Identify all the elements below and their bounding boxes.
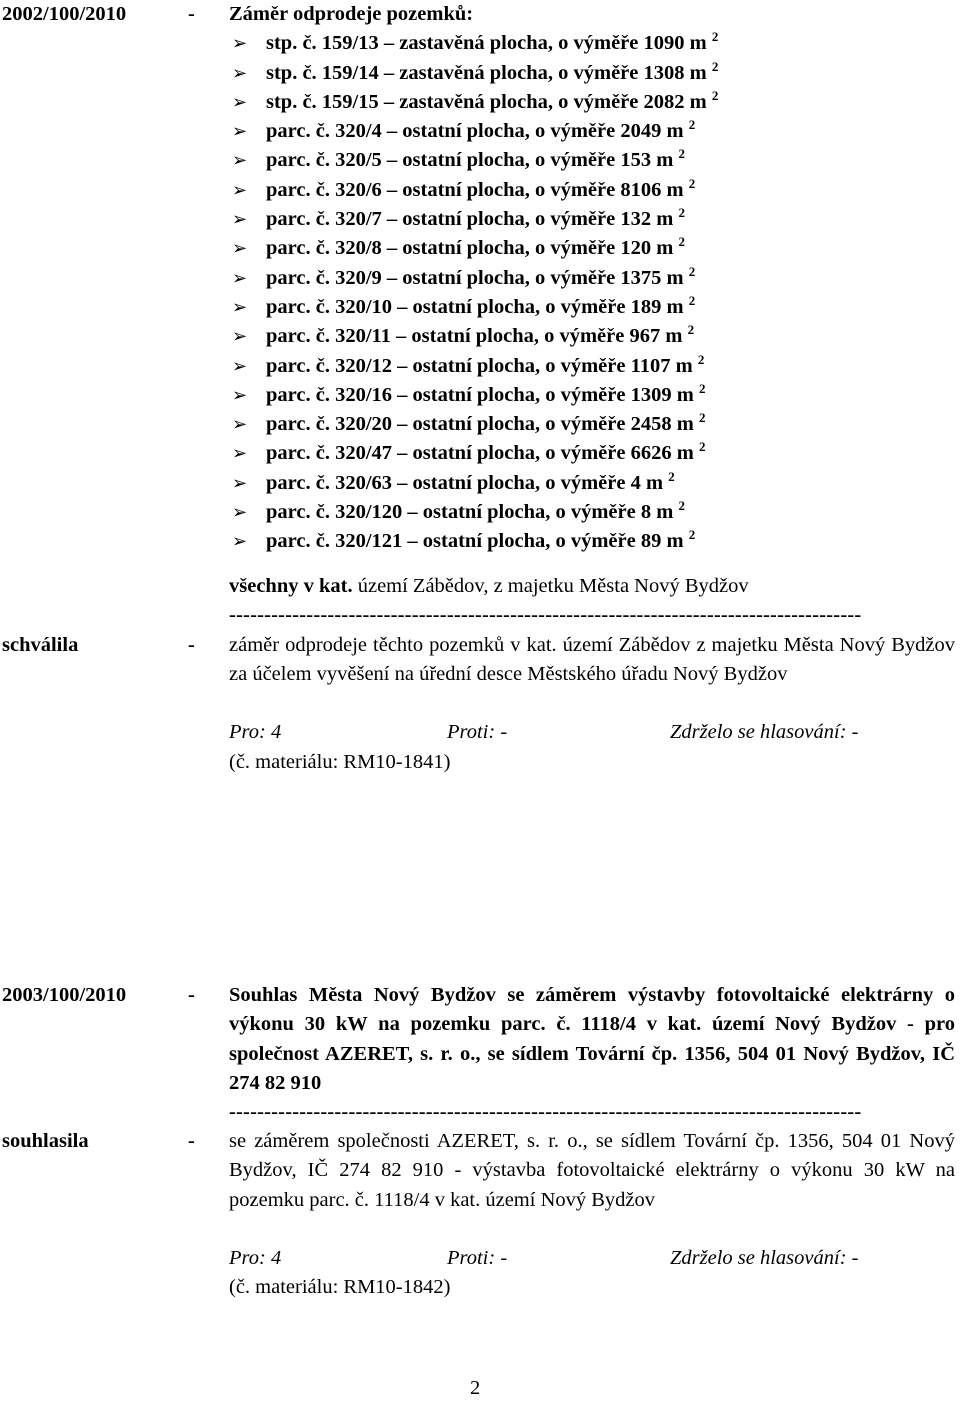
parcel-description: ostatní plocha, o výměře 4 m <box>412 471 664 494</box>
parcel-number: parc. č. 320/9 <box>266 266 382 289</box>
decision-label: souhlasila <box>2 1130 89 1152</box>
arrow-bullet-icon: ➢ <box>232 62 248 84</box>
area-unit-exponent: 2 <box>711 58 719 74</box>
parcel-number: parc. č. 320/121 <box>266 530 403 553</box>
en-dash: – <box>392 442 413 465</box>
en-dash: – <box>378 90 400 113</box>
arrow-bullet-icon: ➢ <box>232 296 248 318</box>
arrow-bullet-icon: ➢ <box>232 267 248 289</box>
parcel-number: parc. č. 320/12 <box>266 354 393 377</box>
area-unit-exponent: 2 <box>698 410 706 426</box>
parcel-item <box>232 439 718 468</box>
location-note <box>229 572 749 601</box>
parcel-item <box>232 234 718 263</box>
parcel-item <box>232 146 718 175</box>
parcel-number: stp. č. 159/13 <box>266 32 379 55</box>
area-unit-exponent: 2 <box>711 87 719 103</box>
en-dash: – <box>392 295 413 318</box>
area-unit-exponent: 2 <box>678 146 685 162</box>
resolution-header <box>0 0 960 29</box>
arrow-bullet-icon: ➢ <box>232 384 248 406</box>
decision-dash: - <box>188 1130 195 1152</box>
parcel-number: parc. č. 320/8 <box>266 237 382 260</box>
resolution-dash: - <box>188 984 195 1006</box>
en-dash: – <box>381 208 403 231</box>
resolution-number: 2002/100/2010 <box>2 3 127 25</box>
material-reference: (č. materiálu: RM10-1841) <box>229 751 451 773</box>
parcel-number: parc. č. 320/5 <box>266 149 382 172</box>
parcel-description: ostatní plocha, o výměře 967 m <box>411 325 683 348</box>
en-dash: – <box>402 501 423 524</box>
parcel-number: parc. č. 320/16 <box>266 383 393 406</box>
en-dash: – <box>402 530 423 553</box>
parcel-item <box>232 87 719 117</box>
parcel-item <box>232 498 718 527</box>
vote-for: Pro: 4 <box>229 721 282 743</box>
area-unit-exponent: 2 <box>711 29 719 45</box>
area-unit-exponent: 2 <box>688 175 696 191</box>
separator-line: ------------------------------------------------------------------------------------------ <box>229 604 862 626</box>
area-unit-exponent: 2 <box>678 498 685 514</box>
page-number: 2 <box>470 1377 481 1399</box>
parcel-description: ostatní plocha, o výměře 1107 m <box>412 354 693 377</box>
parcel-number: parc. č. 320/47 <box>266 442 393 465</box>
decision-text: se záměrem společnosti AZERET, s. r. o., se sídlem Tovární čp. 1356, 504 01 Nový Bydžov, IČ 274 82 910 - výstavba fotovoltaické elektrárny o výkonu 30 kW na pozemku parc. č. 1118/4 v kat. území Nový Bydžov <box>229 1130 955 1211</box>
vote-for: Pro: 4 <box>229 1247 282 1269</box>
arrow-bullet-icon: ➢ <box>232 91 248 113</box>
area-unit-exponent: 2 <box>688 263 696 279</box>
arrow-bullet-icon: ➢ <box>232 502 248 524</box>
parcel-description: zastavěná plocha, o výměře 2082 m <box>399 90 707 113</box>
en-dash: – <box>381 266 403 289</box>
en-dash: – <box>392 471 413 494</box>
parcel-description: zastavěná plocha, o výměře 1308 m <box>399 61 707 84</box>
en-dash: – <box>390 325 412 348</box>
parcel-description: ostatní plocha, o výměře 8106 m <box>402 178 684 201</box>
resolution-title: Souhlas Města Nový Bydžov se záměrem výstavby fotovoltaické elektrárny o výkonu 30 kW na pozemku parc. č. 1118/4 v kat. území Nový Bydžov - pro společnost AZERET, s. r. o., se sídlem Tovární čp. 1356, 504 01 Nový Bydžov, IČ 274 82 910 <box>229 984 955 1094</box>
area-unit-exponent: 2 <box>678 205 685 221</box>
resolution-number: 2003/100/2010 <box>2 984 127 1006</box>
area-unit-exponent: 2 <box>688 292 696 308</box>
arrow-bullet-icon: ➢ <box>232 209 248 231</box>
location-note-rest: území Zábědov, z majetku Města Nový Bydžov <box>352 575 749 597</box>
parcel-item <box>232 380 718 410</box>
parcel-number: parc. č. 320/10 <box>266 295 393 318</box>
decision-text: záměr odprodeje těchto pozemků v kat. území Zábědov z majetku Města Nový Bydžov za účelem vyvěšení na úřední desce Městského úřadu Nový Bydžov <box>229 634 955 686</box>
arrow-bullet-icon: ➢ <box>232 531 248 553</box>
arrow-bullet-icon: ➢ <box>232 33 248 55</box>
en-dash: – <box>381 237 403 260</box>
en-dash: – <box>381 120 403 143</box>
parcel-number: parc. č. 320/11 <box>266 325 391 348</box>
parcel-description: ostatní plocha, o výměře 189 m <box>412 295 684 318</box>
arrow-bullet-icon: ➢ <box>232 121 248 143</box>
parcel-item <box>232 292 718 322</box>
arrow-bullet-icon: ➢ <box>232 443 248 465</box>
decision-dash: - <box>188 634 195 656</box>
parcel-description: ostatní plocha, o výměře 1375 m <box>402 266 684 289</box>
resolution-2003 <box>0 981 960 1298</box>
parcel-item <box>232 29 719 58</box>
parcel-item <box>232 410 718 439</box>
parcel-description: ostatní plocha, o výměře 2049 m <box>402 120 684 143</box>
parcel-list <box>232 29 719 556</box>
parcel-number: stp. č. 159/15 <box>266 90 379 113</box>
parcel-item <box>232 351 718 381</box>
vote-against: Proti: - <box>447 1247 508 1269</box>
parcel-description: ostatní plocha, o výměře 1309 m <box>412 383 694 406</box>
arrow-bullet-icon: ➢ <box>232 150 248 172</box>
area-unit-exponent: 2 <box>698 380 706 396</box>
material-reference: (č. materiálu: RM10-1842) <box>229 1276 451 1298</box>
arrow-bullet-icon: ➢ <box>232 355 248 377</box>
parcel-number: parc. č. 320/7 <box>266 208 382 231</box>
parcel-item <box>232 117 718 146</box>
location-note-bold: všechny v kat. <box>229 575 353 597</box>
parcel-description: ostatní plocha, o výměře 153 m <box>402 149 674 172</box>
parcel-number: parc. č. 320/6 <box>266 178 382 201</box>
parcel-description: ostatní plocha, o výměře 120 m <box>402 237 674 260</box>
en-dash: – <box>381 178 403 201</box>
parcel-description: zastavěná plocha, o výměře 1090 m <box>399 32 707 55</box>
arrow-bullet-icon: ➢ <box>232 326 248 348</box>
parcel-item <box>232 263 718 293</box>
en-dash: – <box>381 149 403 172</box>
arrow-bullet-icon: ➢ <box>232 414 248 436</box>
parcel-description: ostatní plocha, o výměře 6626 m <box>412 442 694 465</box>
parcel-description: ostatní plocha, o výměře 2458 m <box>412 413 694 436</box>
en-dash: – <box>392 354 413 377</box>
area-unit-exponent: 2 <box>698 439 706 455</box>
en-dash: – <box>392 413 413 436</box>
vote-result <box>229 1244 955 1273</box>
parcel-number: parc. č. 320/4 <box>266 120 382 143</box>
area-unit-exponent: 2 <box>678 234 685 250</box>
area-unit-exponent: 2 <box>697 351 705 367</box>
en-dash: – <box>378 32 400 55</box>
area-unit-exponent: 2 <box>688 527 696 543</box>
parcel-item <box>232 205 718 234</box>
parcel-item <box>232 468 718 498</box>
vote-abstain: Zdrželo se hlasování: - <box>670 1247 859 1269</box>
vote-result <box>229 718 955 747</box>
parcel-number: parc. č. 320/20 <box>266 413 393 436</box>
parcel-description: ostatní plocha, o výměře 89 m <box>422 530 684 553</box>
en-dash: – <box>392 383 413 406</box>
en-dash: – <box>378 61 400 84</box>
parcel-description: ostatní plocha, o výměře 132 m <box>402 208 674 231</box>
area-unit-exponent: 2 <box>687 322 695 338</box>
vote-abstain: Zdrželo se hlasování: - <box>670 721 859 743</box>
area-unit-exponent: 2 <box>688 117 696 133</box>
arrow-bullet-icon: ➢ <box>232 472 248 494</box>
separator-line: ------------------------------------------------------------------------------------------ <box>229 1101 862 1123</box>
resolution-header <box>0 981 960 1094</box>
parcel-item <box>232 58 719 88</box>
parcel-description: ostatní plocha, o výměře 8 m <box>422 501 674 524</box>
resolution-dash: - <box>188 3 195 25</box>
area-unit-exponent: 2 <box>668 468 675 484</box>
parcel-number: parc. č. 320/120 <box>266 501 403 524</box>
parcel-number: parc. č. 320/63 <box>266 471 393 494</box>
resolution-title: Záměr odprodeje pozemků: <box>229 3 474 25</box>
arrow-bullet-icon: ➢ <box>232 179 248 201</box>
arrow-bullet-icon: ➢ <box>232 238 248 260</box>
parcel-number: stp. č. 159/14 <box>266 61 379 84</box>
parcel-item <box>232 175 718 205</box>
vote-against: Proti: - <box>447 721 508 743</box>
parcel-item <box>232 527 718 556</box>
parcel-item <box>232 322 718 351</box>
decision-label: schválila <box>2 634 79 656</box>
